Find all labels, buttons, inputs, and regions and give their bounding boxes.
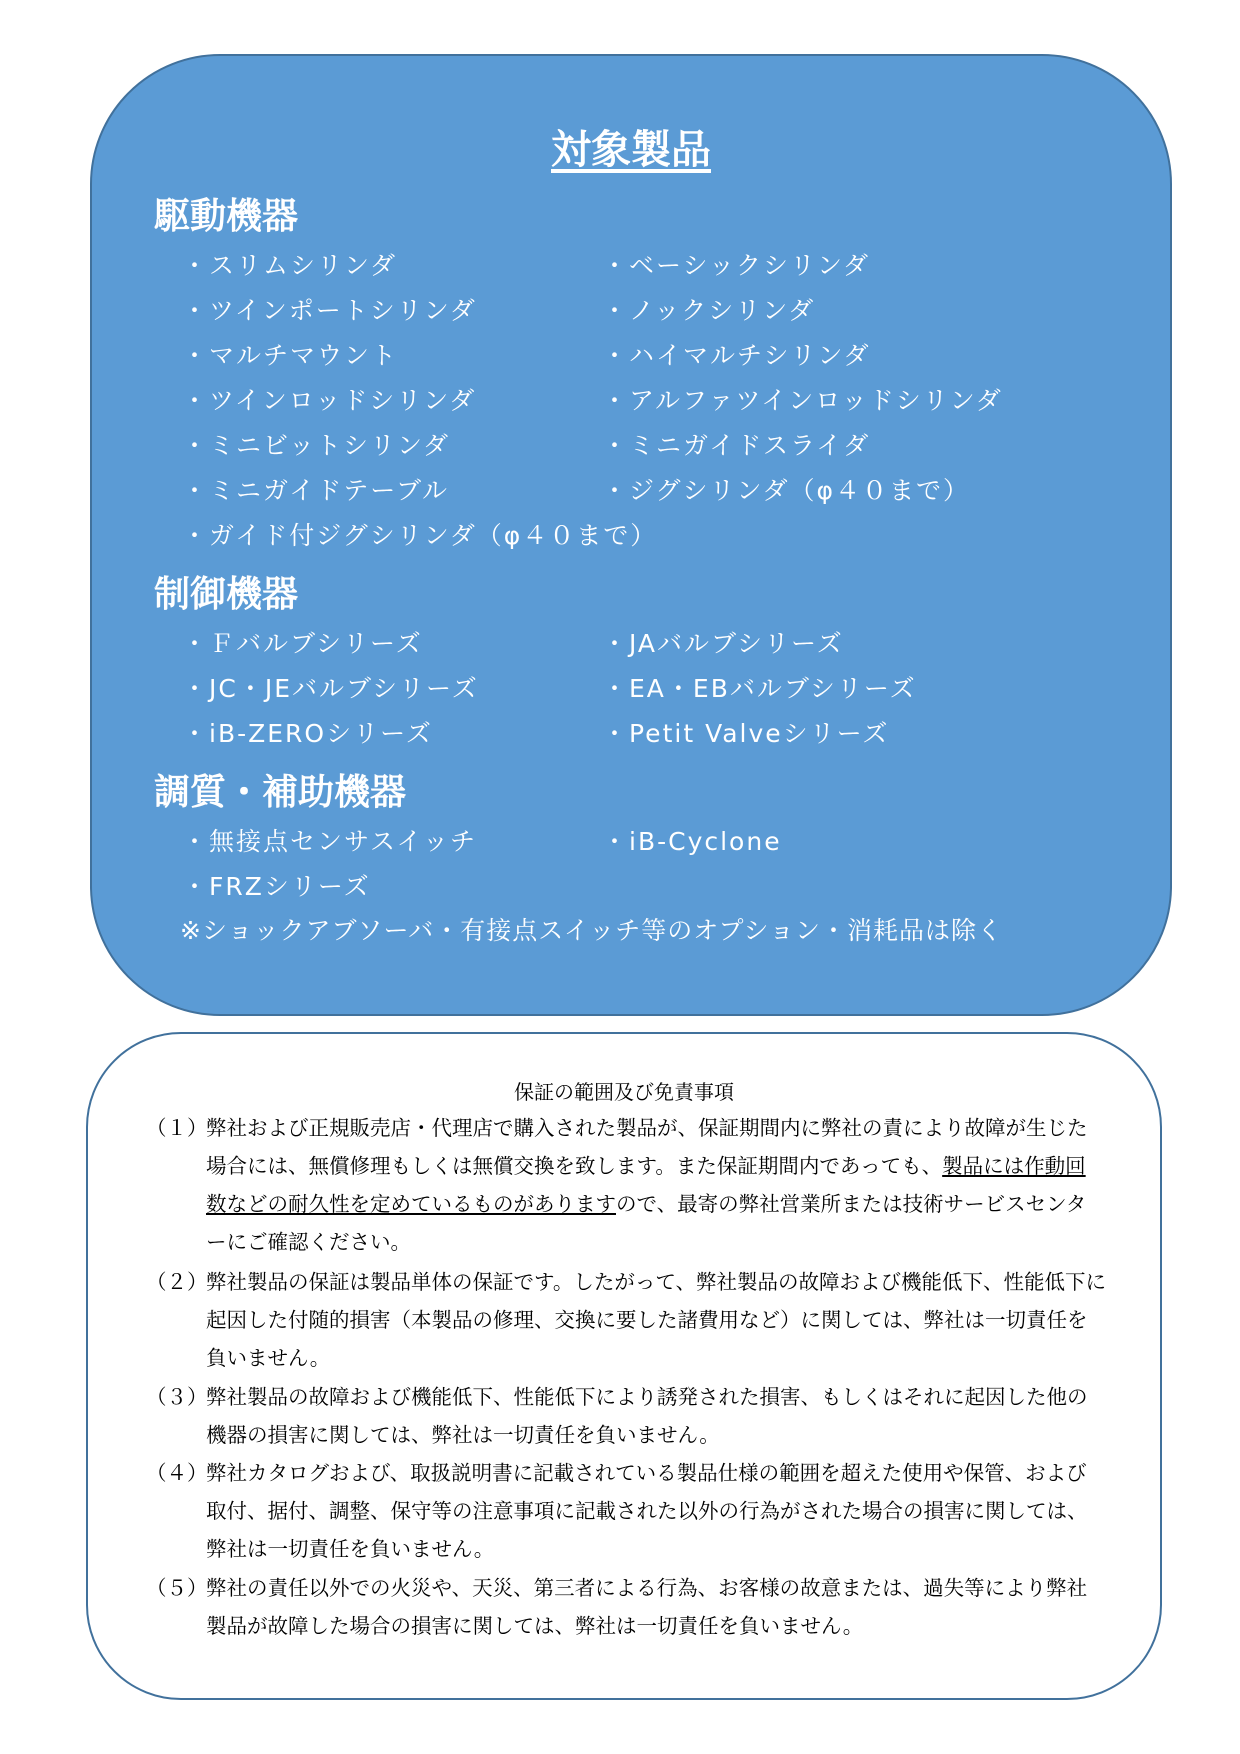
list-item: ・Petit Valveシリーズ <box>602 719 890 748</box>
list-item: ・ツインポートシリンダ <box>182 296 477 325</box>
category-heading-auxiliary: 調質・補助機器 <box>154 772 407 813</box>
clause-text: 弊社製品の故障および機能低下、性能低下により誘発された損害、もしくはそれに起因した他の機器の損害に関しては、弊社は一切責任を負いません。 <box>206 1385 1088 1447</box>
warranty-clause <box>146 1378 1106 1454</box>
list-item: ・ハイマルチシリンダ <box>602 341 871 370</box>
clause-number: （２） <box>146 1270 208 1294</box>
list-item: ・スリムシリンダ <box>182 251 398 280</box>
list-item: ・ノックシリンダ <box>602 296 816 325</box>
list-item: ・ミニビットシリンダ <box>182 431 451 460</box>
list-item: ・Ｆバルブシリーズ <box>182 629 423 658</box>
list-item: ・JAバルブシリーズ <box>602 629 844 658</box>
list-item: ・FRZシリーズ <box>182 872 371 901</box>
warranty-panel <box>86 1032 1162 1700</box>
category-heading-control: 制御機器 <box>154 574 299 615</box>
warranty-title: 保証の範囲及び免責事項 <box>514 1080 734 1104</box>
list-item: ・アルファツインロッドシリンダ <box>602 386 1003 415</box>
warranty-clause <box>146 1454 1106 1568</box>
clause-number: （１） <box>146 1116 208 1140</box>
list-item: ・iB-ZEROシリーズ <box>182 719 433 748</box>
list-item: ・EA・EBバルブシリーズ <box>602 674 917 703</box>
list-item: ・ガイド付ジグシリンダ（φ４０まで） <box>182 521 658 550</box>
clause-text: 弊社製品の保証は製品単体の保証です。したがって、弊社製品の故障および機能低下、性能低下に起因した付随的損害（本製品の修理、交換に要した諸費用など）に関しては、弊社は一切責任を負いません。 <box>206 1270 1106 1370</box>
list-item: ・JC・JEバルブシリーズ <box>182 674 479 703</box>
list-item: ・ジグシリンダ（φ４０まで） <box>602 476 970 505</box>
warranty-clause <box>146 1569 1106 1645</box>
exclusion-note: ※ショックアブソーバ・有接点スイッチ等のオプション・消耗品は除く <box>180 916 1003 945</box>
clause-text: 弊社および正規販売店・代理店で購入された製品が、保証期間内に弊社の責により故障が生じた場合には、無償修理もしくは無償交換を致します。また保証期間内であっても、製品には作動回数などの耐久性を定めているものがありますので、最寄の弊社営業所または技術サービスセンターにご確認ください。 <box>206 1116 1088 1254</box>
clause-text: 弊社カタログおよび、取扱説明書に記載されている製品仕様の範囲を超えた使用や保管、および取付、据付、調整、保守等の注意事項に記載された以外の行為がされた場合の損害に関しては、弊社は一切責任を負いません。 <box>206 1461 1088 1561</box>
list-item: ・ミニガイドスライダ <box>602 431 871 460</box>
list-item: ・ミニガイドテーブル <box>182 476 450 505</box>
underlined-text: 製品には作動回数などの耐久性を定めているものがあります <box>206 1154 1086 1216</box>
warranty-clause <box>146 1109 1106 1261</box>
list-item: ・マルチマウント <box>182 341 399 370</box>
clause-number: （４） <box>146 1461 208 1485</box>
clause-text: 弊社の責任以外での火災や、天災、第三者による行為、お客様の故意または、過失等により弊社製品が故障した場合の損害に関しては、弊社は一切責任を負いません。 <box>206 1576 1088 1638</box>
page-title: 対象製品 <box>551 127 711 173</box>
list-item: ・ベーシックシリンダ <box>602 251 871 280</box>
category-heading-drive: 駆動機器 <box>154 196 299 237</box>
warranty-clause <box>146 1263 1106 1377</box>
list-item: ・ツインロッドシリンダ <box>182 386 477 415</box>
clause-number: （３） <box>146 1385 208 1409</box>
target-products-panel <box>90 54 1172 1016</box>
list-item: ・iB-Cyclone <box>602 827 782 856</box>
clause-number: （５） <box>146 1576 208 1600</box>
list-item: ・無接点センサスイッチ <box>182 827 478 856</box>
